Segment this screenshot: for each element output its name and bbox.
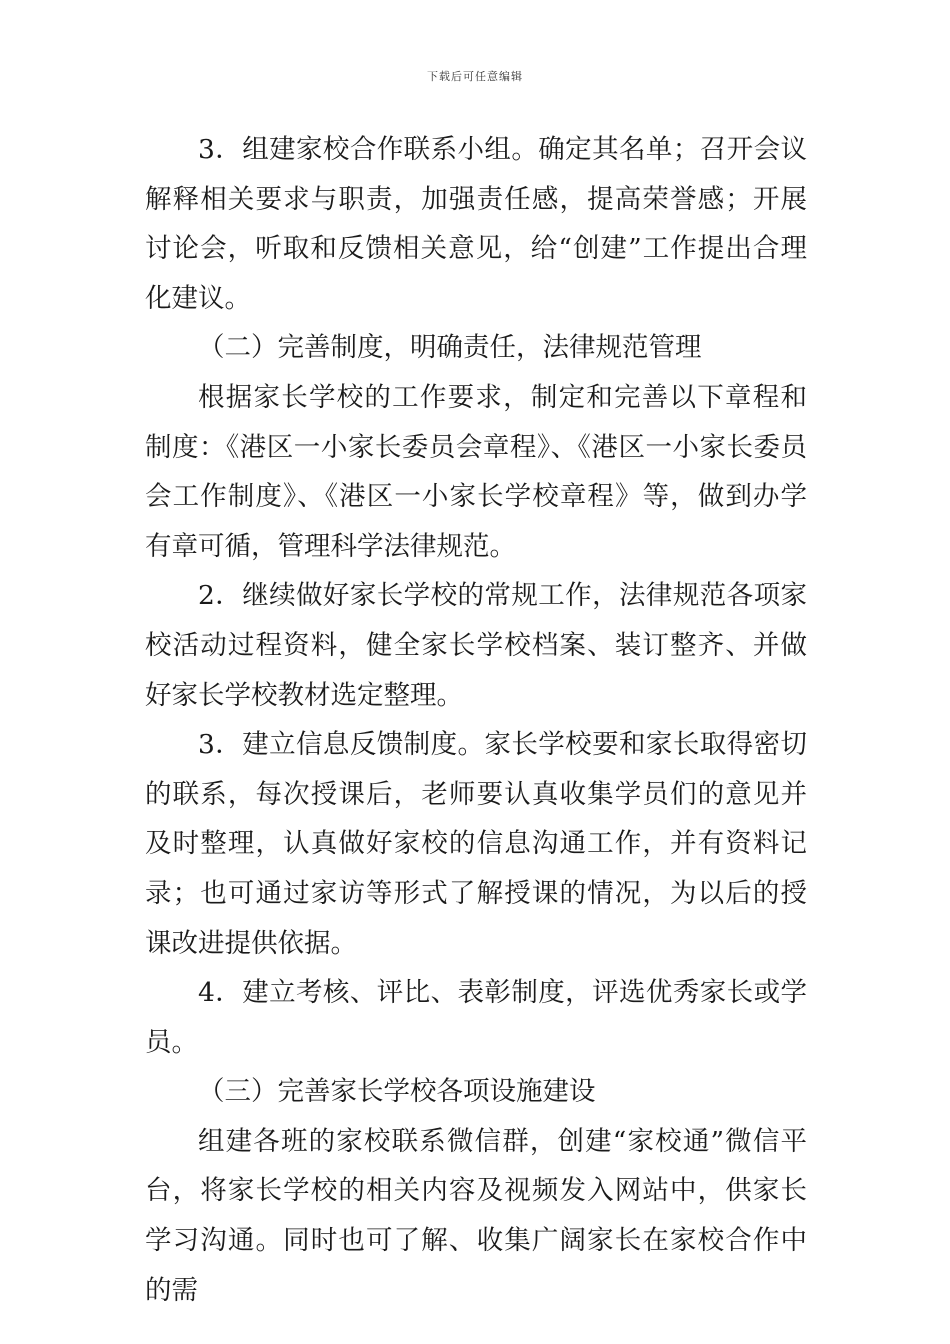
paragraph-item-2-routine-work: 2．继续做好家长学校的常规工作，法律规范各项家校活动过程资料，健全家长学校档案、装订整齐、并做好家长学校教材选定整理。: [145, 580, 807, 711]
paragraph-item-3-liaison-group: 3．组建家校合作联系小组。确定其名单；召开会议解释相关要求与职责，加强责任感，提高荣誉感；开展讨论会，听取和反馈相关意见，给“创建”工作提出合理化建议。: [145, 134, 807, 314]
paragraph-regulations: 根据家长学校的工作要求，制定和完善以下章程和制度：《港区一小家长委员会章程》、《港区一小家长委员会工作制度》、《港区一小家长学校章程》等，做到办学有章可循，管理科学法律规范。: [145, 381, 807, 562]
paragraph-item-3-feedback-system: 3．建立信息反馈制度。家长学校要和家长取得密切的联系，每次授课后，老师要认真收集学员们的意见并及时整理，认真做好家校的信息沟通工作，并有资料记录；也可通过家访等形式了解授课的情况，为以后的授课改进提供依据。: [145, 729, 807, 959]
paragraph-item-4-assessment: 4．建立考核、评比、表彰制度，评选优秀家长或学员。: [145, 977, 807, 1058]
page-header: 下载后可任意编辑: [427, 70, 523, 83]
paragraph-wechat-platform: 组建各班的家校联系微信群，创建“家校通”微信平台，将家长学校的相关内容及视频发入网站中，供家长学习沟通。同时也可了解、收集广阔家长在家校合作中的需: [145, 1125, 807, 1306]
document-body: [145, 125, 807, 1315]
section-heading-3: （三）完善家长学校各项设施建设: [198, 1076, 596, 1108]
section-heading-2: （二）完善制度，明确责任，法律规范管理: [198, 332, 702, 364]
